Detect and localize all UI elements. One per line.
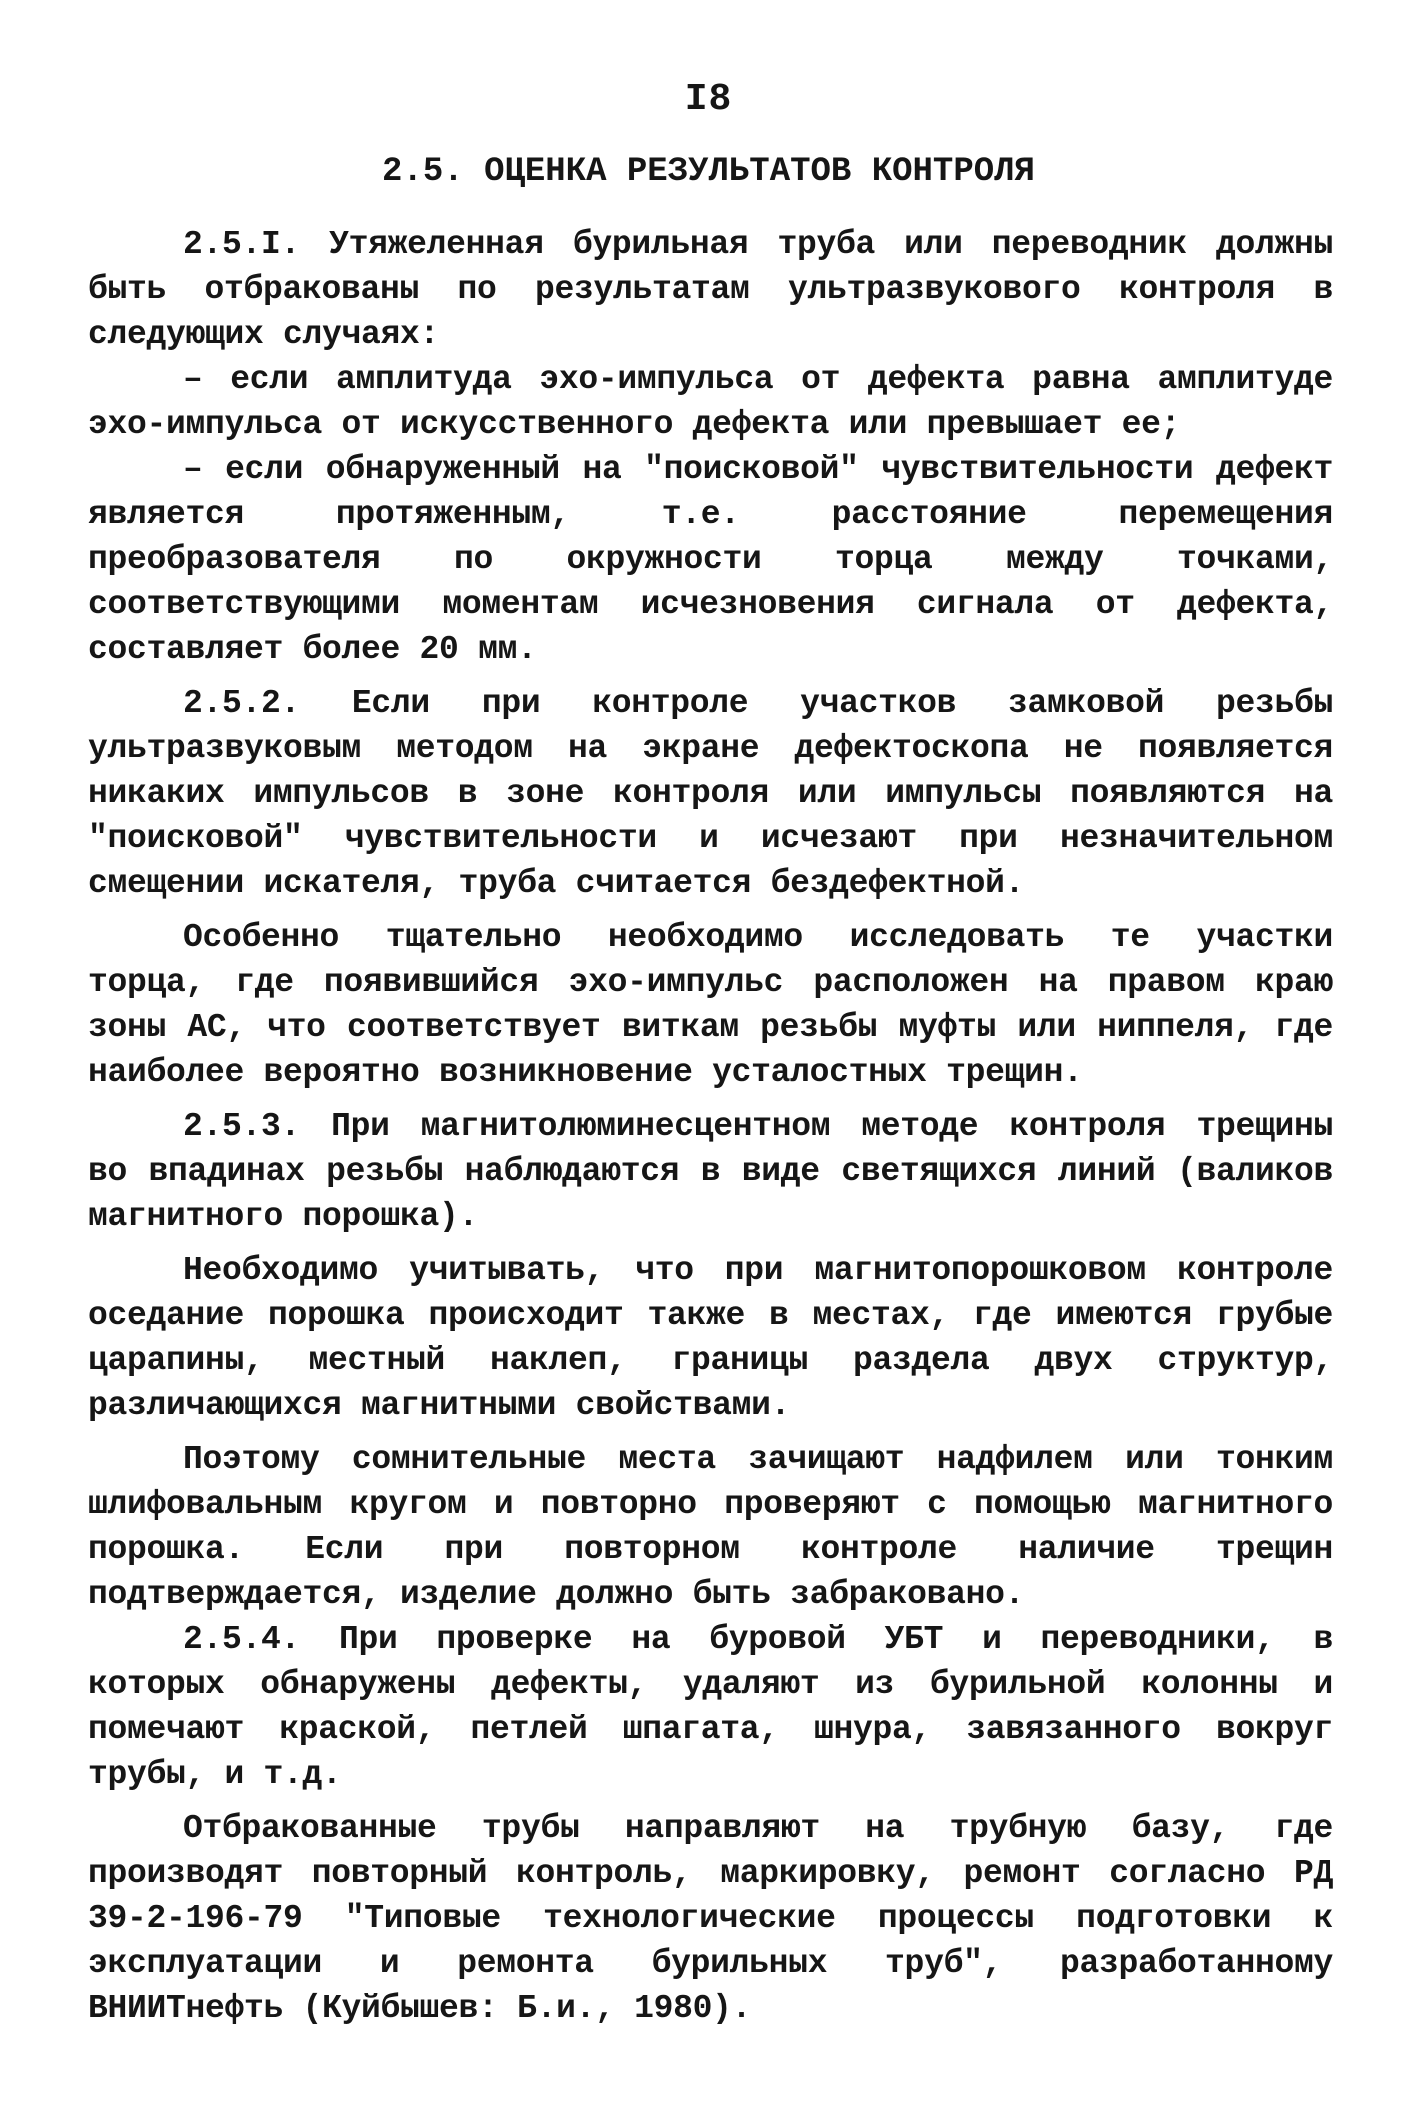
paragraph-powder-settling: Необходимо учитывать, что при магнитопорошковом контроле оседание порошка происходит также в местах, где имеются грубые царапины, местный наклеп, границы раздела двух структур, различающихся магнитными свойствами. (88, 1252, 1333, 1424)
paragraph-extended-defect-criterion: – если обнаруженный на "поисковой" чувствительности дефект является протяженным, т.е. расстояние перемещения преобразователя по окружности торца между точками, соответствующими моментам исчезновения сигнала от дефекта, составляет более 20 мм. (88, 451, 1333, 668)
paragraph-gap (88, 1239, 1333, 1248)
paragraph-2-5-3: 2.5.3. При магнитолюминесцентном методе контроля трещины во впадинах резьбы наблюдаются в виде светящихся линий (валиков магнитного порошка). (88, 1108, 1333, 1235)
paragraph-2-5-2: 2.5.2. Если при контроле участков замковой резьбы ультразвуковым методом на экране дефектоскопа не появляется никаких импульсов в зоне контроля или импульсы появляются на "поисковой" чувствительности и исчезают при незначительном смещении искателя, труба считается бездефектной. (88, 685, 1333, 902)
paragraph-2-5-4: 2.5.4. При проверке на буровой УБТ и переводники, в которых обнаружены дефекты, удаляют из бурильной колонны и помечают краской, петлей шпагата, шнура, завязанного вокруг трубы, и т.д. (88, 1621, 1333, 1793)
paragraph-gap (88, 672, 1333, 681)
paragraph-careful-inspection: Особенно тщательно необходимо исследовать те участки торца, где появившийся эхо-импульс расположен на правом краю зоны АС, что соответствует виткам резьбы муфты или ниппеля, где наиболее вероятно возникновение усталостных трещин. (88, 919, 1333, 1091)
paragraph-gap (88, 906, 1333, 915)
paragraph-rejected-pipes: Отбракованные трубы направляют на трубную базу, где производят повторный контроль, маркировку, ремонт согласно РД 39-2-196-79 "Типовые технологические процессы подготовки к эксплуатации и ремонта бурильных труб", разработанному ВНИИТнефть (Куйбышев: Б.и., 1980). (88, 1810, 1333, 2027)
section-title: 2.5. ОЦЕНКА РЕЗУЛЬТАТОВ КОНТРОЛЯ (382, 153, 1035, 191)
paragraph-2-5-1: 2.5.I. Утяжеленная бурильная труба или переводник должны быть отбракованы по результатам ультразвукового контроля в следующих случаях: (88, 226, 1333, 353)
paragraph-gap (88, 1797, 1333, 1806)
paragraph-gap (88, 1428, 1333, 1437)
paragraph-gap (88, 1095, 1333, 1104)
paragraph-amplitude-criterion: – если амплитуда эхо-импульса от дефекта равна амплитуде эхо-импульса от искусственного дефекта или превышает ее; (88, 361, 1333, 443)
paragraph-doubtful-areas: Поэтому сомнительные места зачищают надфилем или тонким шлифовальным кругом и повторно проверяют с помощью магнитного порошка. Если при повторном контроле наличие трещин подтверждается, изделие должно быть забраковано. (88, 1441, 1333, 1613)
document-body (88, 222, 1333, 2031)
page-number: I8 (684, 78, 733, 121)
